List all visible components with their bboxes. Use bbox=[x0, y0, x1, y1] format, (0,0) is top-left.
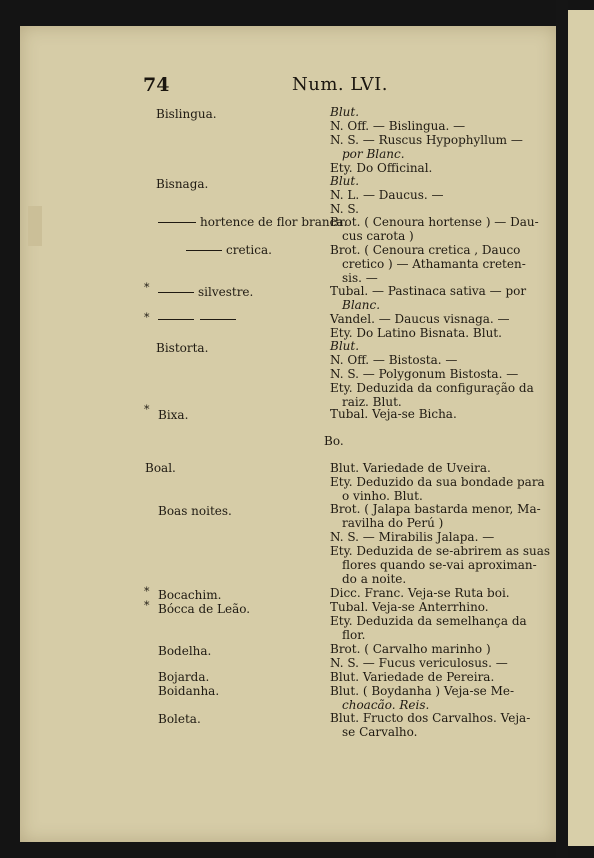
entry-term: Bócca de Leão. bbox=[158, 602, 251, 616]
entry-line: ravilha do Perú ) bbox=[342, 516, 444, 530]
entry-line: Blut. Fructo dos Carvalhos. Veja- bbox=[330, 711, 531, 725]
entry-line: N. S. — Ruscus Hypophyllum — bbox=[330, 133, 523, 147]
entry-line: Brot. ( Cenoura hortense ) — Dau- bbox=[330, 215, 539, 229]
entry-line: Ety. Deduzido da sua bondade para bbox=[330, 475, 545, 489]
entry-line: N. Off. — Bistosta. — bbox=[330, 353, 458, 367]
entry-line: N. L. — Daucus. — bbox=[330, 188, 444, 202]
page-title: Num. LVI. bbox=[292, 74, 389, 95]
entry-line: Ety. Do Officinal. bbox=[330, 161, 433, 175]
entry-line: Dicc. Franc. Veja-se Ruta boi. bbox=[330, 586, 510, 600]
entry-line: Ety. Do Latino Bisnata. Blut. bbox=[330, 326, 502, 340]
entry-line: Brot. ( Jalapa bastarda menor, Ma- bbox=[330, 502, 541, 516]
entry-line: N. S. bbox=[330, 202, 359, 216]
asterisk-marker: * bbox=[144, 281, 150, 294]
asterisk-marker: * bbox=[144, 403, 150, 416]
entry-line: N. S. — Fucus vericulosus. — bbox=[330, 656, 508, 670]
entry-line: Tubal. Veja-se Anterrhino. bbox=[330, 600, 489, 614]
entry-term: Bixa. bbox=[158, 408, 189, 422]
entry-line: sis. — bbox=[342, 271, 378, 285]
ditto-dash bbox=[200, 319, 236, 320]
entry-line: Ety. Deduzida da configuração da bbox=[330, 381, 534, 395]
entry-term: Bislingua. bbox=[156, 107, 217, 121]
entry-line: Blut. Variedade de Uveira. bbox=[330, 461, 491, 475]
entry-line: Blut. bbox=[330, 339, 360, 353]
entry-line: Vandel. — Daucus visnaga. — bbox=[330, 312, 510, 326]
entry-line: Brot. ( Cenoura cretica , Dauco bbox=[330, 243, 521, 257]
asterisk-marker: * bbox=[144, 585, 150, 598]
entry-term: Bodelha. bbox=[158, 644, 212, 658]
entry-line: Blut. ( Boydanha ) Veja-se Me- bbox=[330, 684, 515, 698]
entry-line: Blut. bbox=[330, 105, 360, 119]
entry-term: Boal. bbox=[145, 461, 176, 475]
entry-line: raiz. Blut. bbox=[342, 395, 402, 409]
entry-term: silvestre. bbox=[198, 285, 254, 299]
entry-term: hortence de flor branca. bbox=[200, 215, 348, 229]
entry-line: cretico ) — Athamanta creten- bbox=[342, 257, 526, 271]
page-number: 74 bbox=[143, 74, 170, 96]
entry-line: Blut. Variedade de Pereira. bbox=[330, 670, 495, 684]
entry-line: N. Off. — Bislingua. — bbox=[330, 119, 466, 133]
asterisk-marker: * bbox=[144, 599, 150, 612]
entry-term: Bistorta. bbox=[156, 341, 209, 355]
entry-line: Blut. bbox=[330, 174, 360, 188]
entry-term: Boleta. bbox=[158, 712, 201, 726]
entry-term: Boas noites. bbox=[158, 504, 232, 518]
ditto-dash bbox=[186, 250, 222, 251]
ditto-dash bbox=[158, 319, 194, 320]
ditto-dash bbox=[158, 222, 196, 223]
entry-line: Ety. Deduzida de se-abrirem as suas bbox=[330, 544, 551, 558]
entry-line: Tubal. Veja-se Bicha. bbox=[330, 407, 457, 421]
entry-term: Bisnaga. bbox=[156, 177, 209, 191]
entry-line: choacão. Reis. bbox=[342, 698, 430, 712]
entry-line: Tubal. — Pastinaca sativa — por bbox=[330, 284, 527, 298]
entry-line: N. S. — Mirabilis Jalapa. — bbox=[330, 530, 495, 544]
entry-line: Blanc. bbox=[342, 298, 381, 312]
book-gutter bbox=[556, 0, 568, 858]
entry-line: flores quando se-vai aproximan- bbox=[342, 558, 537, 572]
entry-line: cus carota ) bbox=[342, 229, 414, 243]
page-tear bbox=[28, 206, 42, 246]
entry-line: do a noite. bbox=[342, 572, 407, 586]
section-heading: Bo. bbox=[324, 434, 344, 448]
asterisk-marker: * bbox=[144, 311, 150, 324]
entry-line: o vinho. Blut. bbox=[342, 489, 423, 503]
entry-term: Boidanha. bbox=[158, 684, 220, 698]
entry-line: N. S. — Polygonum Bistosta. — bbox=[330, 367, 519, 381]
entry-line: flor. bbox=[342, 628, 366, 642]
entry-term: cretica. bbox=[226, 243, 272, 257]
entry-term: Bocachim. bbox=[158, 588, 222, 602]
entry-line: se Carvalho. bbox=[342, 725, 418, 739]
entry-line: Brot. ( Carvalho marinho ) bbox=[330, 642, 491, 656]
entry-term: Bojarda. bbox=[158, 670, 210, 684]
entry-line: por Blanc. bbox=[342, 147, 405, 161]
ditto-dash bbox=[158, 292, 194, 293]
entry-line: Ety. Deduzida da semelhança da bbox=[330, 614, 527, 628]
facing-page-edge bbox=[566, 10, 594, 846]
